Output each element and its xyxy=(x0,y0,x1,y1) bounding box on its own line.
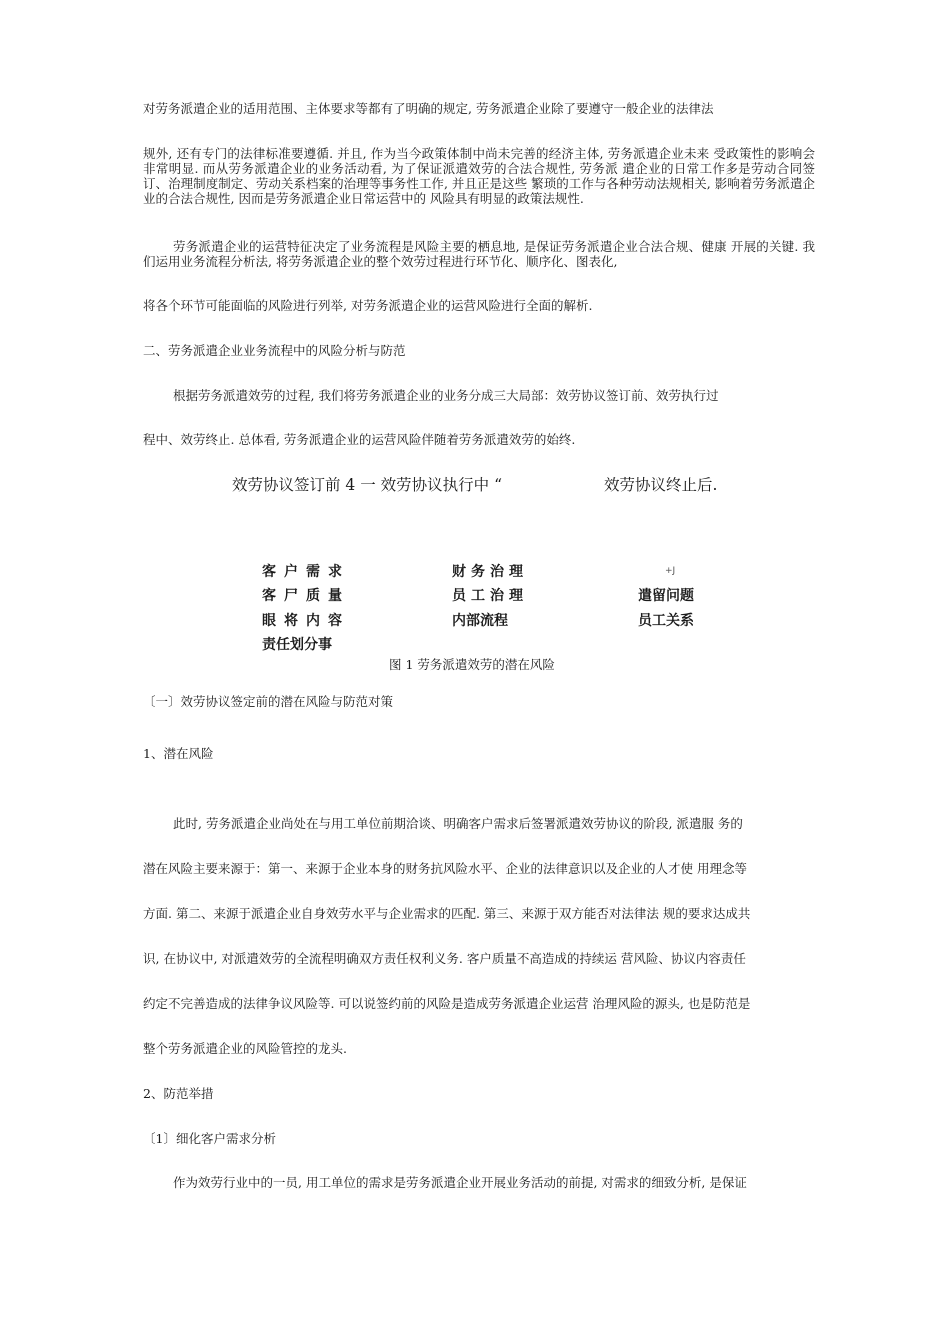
figure-caption: 图 1 劳务派遣效劳的潜在风险 xyxy=(389,657,555,672)
paragraph-3: 劳务派遣企业的运营特征决定了业务流程是风险主要的栖息地, 是保证劳务派遣企业合法合规、健康 开展的关键. 我们运用业务流程分析法, 将劳务派遣企业的整个效劳过程进行环节化、顺序化、图表化, xyxy=(143,239,815,269)
risk-staff-management: 员工治理 xyxy=(452,588,528,604)
risk-customer-demand: 客户需求 xyxy=(262,564,350,580)
paragraph-6: 程中、效劳终止. 总体看, 劳务派遣企业的运营风险伴随着劳务派遣效劳的始终. xyxy=(143,432,576,447)
risk-legacy-issues: 遣留问题 xyxy=(638,588,694,604)
paragraph-5: 根据劳务派遣效劳的过程, 我们将劳务派遣企业的业务分成三大局部：效劳协议签订前、效劳执行过 xyxy=(173,388,719,403)
risk-employee-relations: 员工关系 xyxy=(638,613,694,629)
section-heading-2: 二、劳务派遣企业业务流程中的风险分析与防范 xyxy=(143,343,406,358)
paragraph-10: 识, 在协议中, 对派遣效劳的全流程明确双方责任权利义务. 客户质量不高造成的持续运 营风险、协议内容责任 xyxy=(143,951,746,966)
paragraph-2: 规外, 还有专门的法律标准要遵循. 并且, 作为当今政策体制中尚未完善的经济主体, 劳务派遣企业未来 受政策性的影响会非常明显. 而从劳务派遣企业的业务活动看, 为了保证派遣效劳的合法合规性, 劳务派 遣企业的日常工作多是劳动合同签订、治理制度制定、劳动关系档案的治理等事务性工作, 并且正是这些 繁琐的工作与各种劳动法规相关, 影响着劳务派遣企业的合法合规性, 因而是劳务派遣企业日常运营中的 风险具有明显的政策法规性. xyxy=(143,146,815,206)
paragraph-11: 约定不完善造成的法律争议风险等. 可以说签约前的风险是造成劳务派遣企业运营 治理风险的源头, 也是防范是 xyxy=(143,996,751,1011)
section-heading-1: 〔一〕效劳协议签定前的潜在风险与防范对策 xyxy=(143,694,394,709)
subheading-measures: 2、防范举措 xyxy=(143,1086,214,1101)
risk-financial-management: 财务治理 xyxy=(452,564,528,580)
risk-internal-process: 内部流程 xyxy=(452,613,508,629)
paragraph-4: 将各个环节可能面临的风险进行列举, 对劳务派遣企业的运营风险进行全面的解析. xyxy=(143,298,593,313)
paragraph-7: 此时, 劳务派遣企业尚处在与用工单位前期洽谈、明确客户需求后签署派遣效劳协议的阶段, 派遣服 务的 xyxy=(173,816,743,831)
risk-customer-quality: 客尸质量 xyxy=(262,588,350,604)
flow-stages-left: 效劳协议签订前 4 一 效劳协议执行中 “ xyxy=(232,476,502,494)
figure-mark: +J xyxy=(665,566,676,576)
flow-stage-end: 效劳协议终止后. xyxy=(604,476,718,494)
paragraph-12: 整个劳务派遣企业的风险管控的龙头. xyxy=(143,1041,347,1056)
risk-contract-content: 眼将内容 xyxy=(262,613,350,629)
paragraph-9: 方面. 第二、来源于派遣企业自身效劳水平与企业需求的匹配. 第三、来源于双方能否对法律法 规的要求达成共 xyxy=(143,906,751,921)
paragraph-1: 对劳务派遣企业的适用范围、主体要求等都有了明确的规定, 劳务派遣企业除了要遵守一般企业的法律法 xyxy=(143,101,714,116)
subheading-customer-analysis: 〔1〕细化客户需求分析 xyxy=(143,1131,276,1146)
risk-responsibility: 责任划分事 xyxy=(262,637,332,653)
subheading-potential-risk: 1、潜在风险 xyxy=(143,746,214,761)
paragraph-8: 潜在风险主要来源于：第一、来源于企业本身的财务抗风险水平、企业的法律意识以及企业的人才使 用理念等 xyxy=(143,861,747,876)
paragraph-13: 作为效劳行业中的一员, 用工单位的需求是劳务派遣企业开展业务活动的前提, 对需求的细致分析, 是保证 xyxy=(173,1175,747,1190)
